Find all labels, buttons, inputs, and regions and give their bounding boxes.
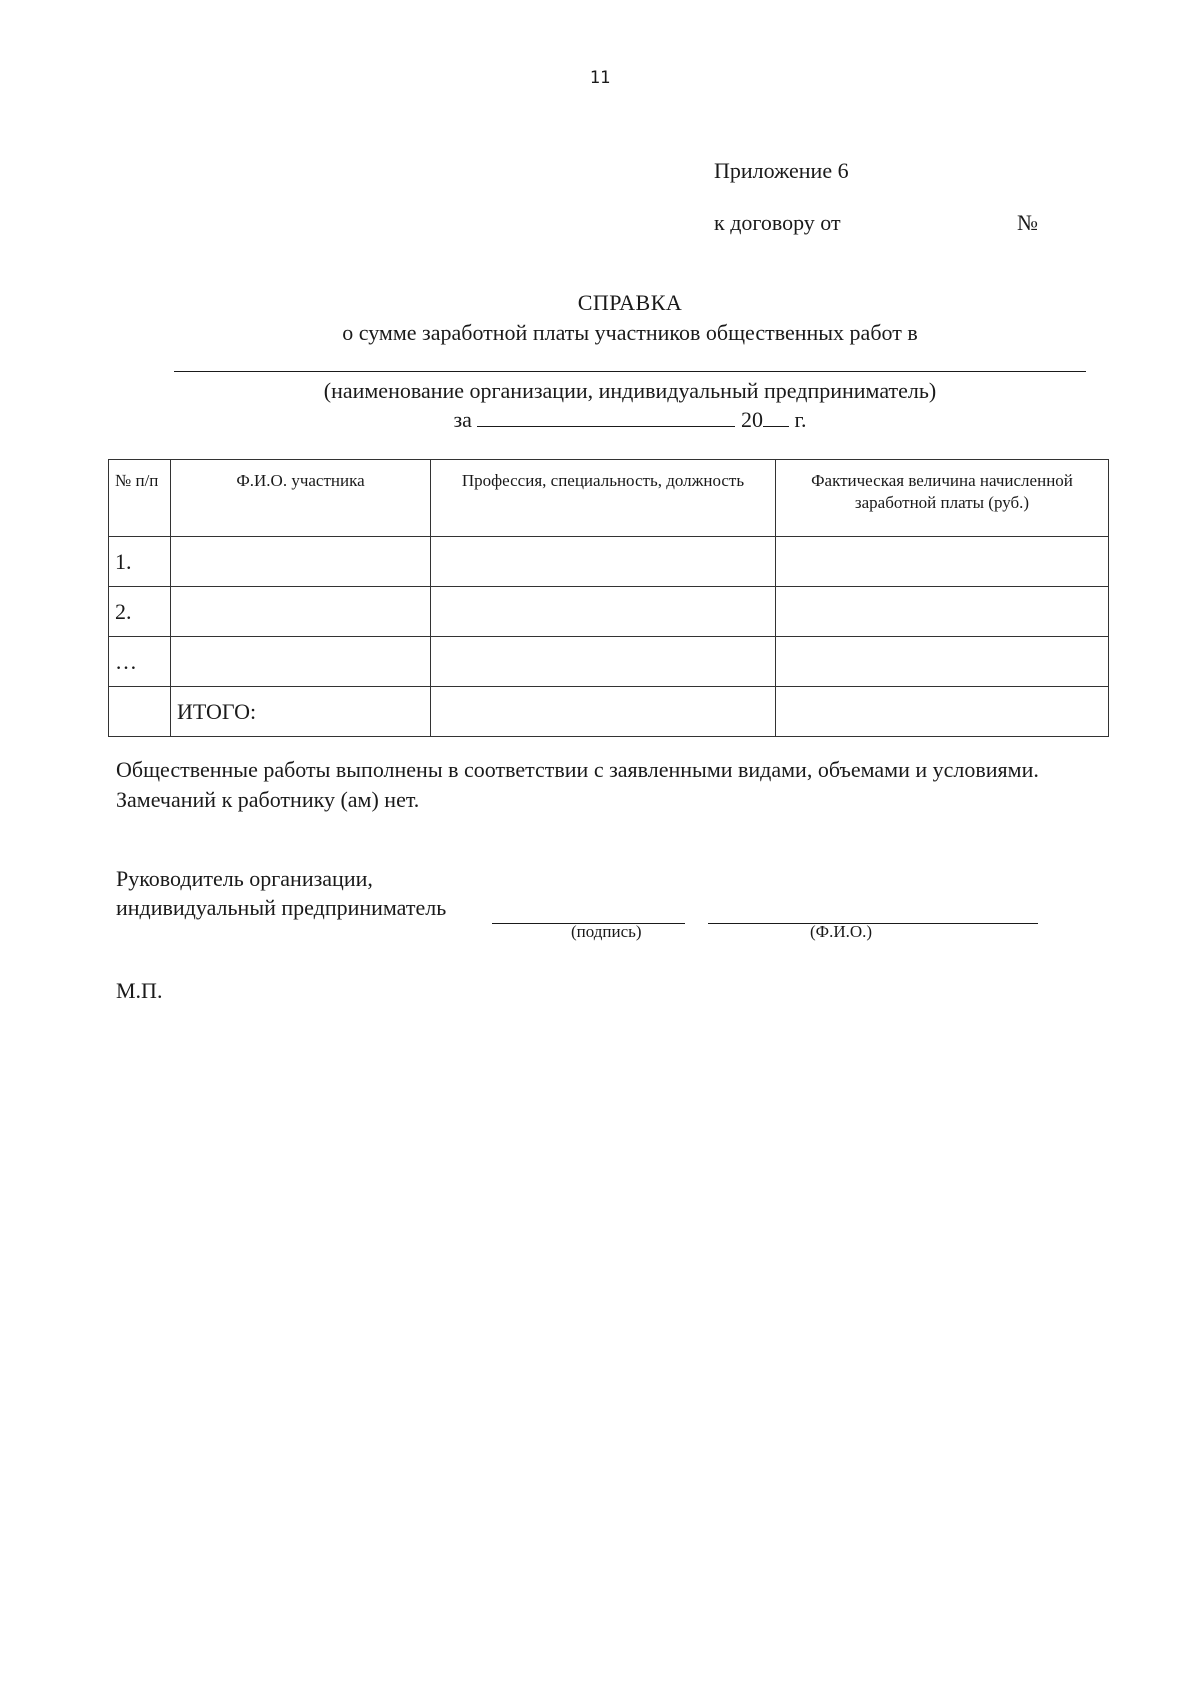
row-number-cell: … xyxy=(109,637,171,687)
table-header-row xyxy=(109,460,1109,537)
profession-cell[interactable] xyxy=(431,637,776,687)
salary-cell[interactable] xyxy=(776,637,1109,687)
total-profession-cell[interactable] xyxy=(431,687,776,737)
statement-line-2: Замечаний к работнику (ам) нет. xyxy=(116,787,420,812)
name-line[interactable] xyxy=(708,923,1038,924)
row-number-cell: 2. xyxy=(109,587,171,637)
stamp-place: М.П. xyxy=(116,978,163,1003)
organization-caption: (наименование организации, индивидуальный предприниматель) xyxy=(323,378,937,403)
table-total-row xyxy=(109,687,1109,737)
header-profession: Профессия, специальность, должность xyxy=(431,460,776,537)
total-label-cell: ИТОГО: xyxy=(171,687,431,737)
profession-cell[interactable] xyxy=(431,587,776,637)
header-number: № п/п xyxy=(109,460,171,537)
header-salary: Фактическая величина начисленной заработной платы (руб.) xyxy=(776,460,1109,537)
period-blank[interactable] xyxy=(477,406,735,427)
signature-caption: (подпись) xyxy=(571,922,642,941)
document-title: СПРАВКА xyxy=(577,290,683,315)
contract-reference: к договору от xyxy=(714,210,841,235)
name-cell[interactable] xyxy=(171,537,431,587)
appendix-title: Приложение 6 xyxy=(714,158,849,183)
table-row xyxy=(109,637,1109,687)
row-number-cell: 1. xyxy=(109,537,171,587)
salary-table xyxy=(108,459,1109,737)
period-line xyxy=(0,406,1200,433)
period-suffix: г. xyxy=(794,407,807,432)
year-blank[interactable] xyxy=(763,406,789,427)
page-number: 11 xyxy=(589,68,611,88)
document-subtitle: о сумме заработной платы участников общественных работ в xyxy=(342,320,918,345)
name-cell[interactable] xyxy=(171,637,431,687)
period-prefix: за xyxy=(453,407,472,432)
profession-cell[interactable] xyxy=(431,537,776,587)
table-row xyxy=(109,537,1109,587)
header-name: Ф.И.О. участника xyxy=(171,460,431,537)
organization-name-line[interactable] xyxy=(174,371,1086,372)
total-number-cell xyxy=(109,687,171,737)
head-title-line-1: Руководитель организации, xyxy=(116,866,373,891)
statement xyxy=(116,755,1196,815)
head-title-line-2: индивидуальный предприниматель xyxy=(116,895,447,920)
name-cell[interactable] xyxy=(171,587,431,637)
salary-cell[interactable] xyxy=(776,587,1109,637)
statement-line-1: Общественные работы выполнены в соответствии с заявленными видами, объемами и условиями. xyxy=(116,757,1039,782)
salary-cell[interactable] xyxy=(776,537,1109,587)
name-caption: (Ф.И.О.) xyxy=(810,922,873,941)
total-salary-cell[interactable] xyxy=(776,687,1109,737)
period-year: 20 xyxy=(740,407,763,432)
contract-number-sign: № xyxy=(1017,210,1038,235)
table-row xyxy=(109,587,1109,637)
